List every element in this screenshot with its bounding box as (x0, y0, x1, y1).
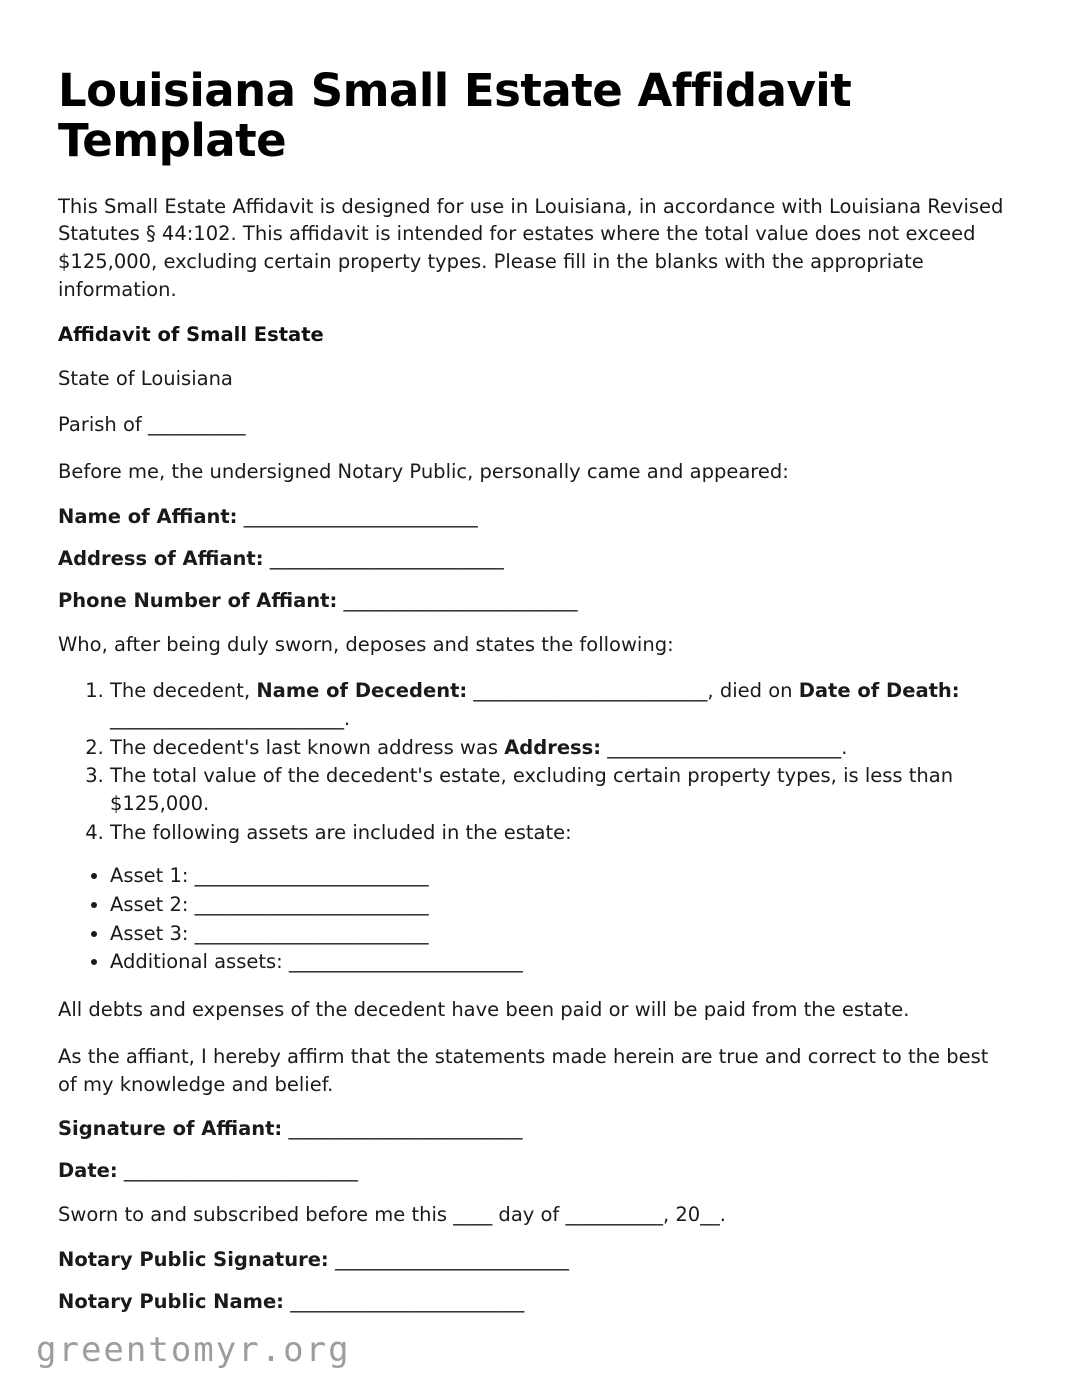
affiant-address-field (58, 547, 1013, 570)
item2-blank: ________________________ (601, 735, 842, 759)
parish-blank: __________ (147, 413, 246, 437)
affiant-phone-field (58, 589, 1013, 612)
section-heading: Affidavit of Small Estate (58, 322, 324, 346)
additional-assets-label: Additional assets: (110, 950, 283, 974)
statements-list (58, 677, 1013, 846)
notary-name-label: Notary Public Name: (58, 1289, 284, 1313)
item1-label2: Date of Death: (798, 679, 960, 703)
notary-signature-blank: ________________________ (334, 1247, 569, 1271)
notary-signature-label: Notary Public Signature: (58, 1247, 329, 1271)
list-item (110, 734, 1013, 762)
debts-paragraph: All debts and expenses of the decedent have been paid or will be paid from the estate. (58, 998, 910, 1022)
notary-name-blank: ________________________ (290, 1289, 525, 1313)
affiant-address-label: Address of Affiant: (58, 546, 264, 570)
notary-name-field (58, 1290, 1013, 1313)
watermark: greentomyr.org (36, 1330, 351, 1370)
date-label: Date: (58, 1159, 118, 1183)
assets-list (58, 862, 1013, 976)
affiant-name-label: Name of Affiant: (58, 504, 238, 528)
item1-blank: ________________________ (467, 679, 708, 703)
list-item (110, 920, 1013, 948)
affiant-address-blank: ________________________ (269, 546, 504, 570)
asset-1-blank: ________________________ (188, 864, 429, 888)
affirmation-paragraph: As the affiant, I hereby affirm that the statements made herein are true and correct to the best of my knowledge and belief. (58, 1044, 989, 1096)
signature-blank: ________________________ (288, 1117, 523, 1141)
affiant-name-field (58, 505, 1013, 528)
item1-pre: The decedent, (110, 679, 257, 703)
notary-signature-field (58, 1248, 1013, 1271)
affiant-name-blank: ________________________ (243, 504, 478, 528)
item2-label: Address: (504, 735, 602, 759)
item2-pre: The decedent's last known address was (110, 735, 505, 759)
signature-field (58, 1117, 1013, 1140)
page-title: Louisiana Small Estate Affidavit Template (58, 64, 852, 168)
signature-label: Signature of Affiant: (58, 1117, 283, 1141)
affiant-phone-blank: ________________________ (343, 588, 578, 612)
sworn-subscribed-line: Sworn to and subscribed before me this ____ day of __________, 20__. (58, 1203, 726, 1227)
asset-2-label: Asset 2: (110, 893, 189, 917)
date-blank: ________________________ (123, 1159, 358, 1183)
additional-assets-blank: ________________________ (282, 950, 523, 974)
parish-label: Parish of (58, 413, 148, 437)
asset-1-label: Asset 1: (110, 864, 189, 888)
parish-line (58, 411, 1013, 439)
list-item (110, 891, 1013, 919)
intro-paragraph: This Small Estate Affidavit is designed for use in Louisiana, in accordance with Louisiana Revised Statutes § 44:102. This affidavit is intended for estates where the total value does not exceed $125,000, excluding certain property types. Please fill in the blanks with the appropriate information. (58, 194, 1004, 301)
state-line: State of Louisiana (58, 366, 233, 390)
sworn-intro: Who, after being duly sworn, deposes and states the following: (58, 632, 674, 656)
item2-end: . (841, 735, 848, 759)
date-field (58, 1159, 1013, 1182)
item1-end: . (344, 706, 351, 730)
asset-2-blank: ________________________ (188, 893, 429, 917)
list-item: 4. The following assets are included in the estate: (110, 819, 1013, 847)
asset-3-label: Asset 3: (110, 921, 189, 945)
item1-mid: , died on (707, 679, 799, 703)
list-item (110, 948, 1013, 976)
affiant-phone-label: Phone Number of Affiant: (58, 588, 338, 612)
item1-blank2: ________________________ (110, 706, 344, 730)
item1-label: Name of Decedent: (256, 679, 468, 703)
asset-3-blank: ________________________ (188, 921, 429, 945)
list-item (110, 677, 1013, 732)
notary-intro: Before me, the undersigned Notary Public, personally came and appeared: (58, 459, 789, 483)
list-item: 3. The total value of the decedent's estate, excluding certain property types, is less than $125,000. (110, 762, 1013, 817)
list-item (110, 862, 1013, 890)
